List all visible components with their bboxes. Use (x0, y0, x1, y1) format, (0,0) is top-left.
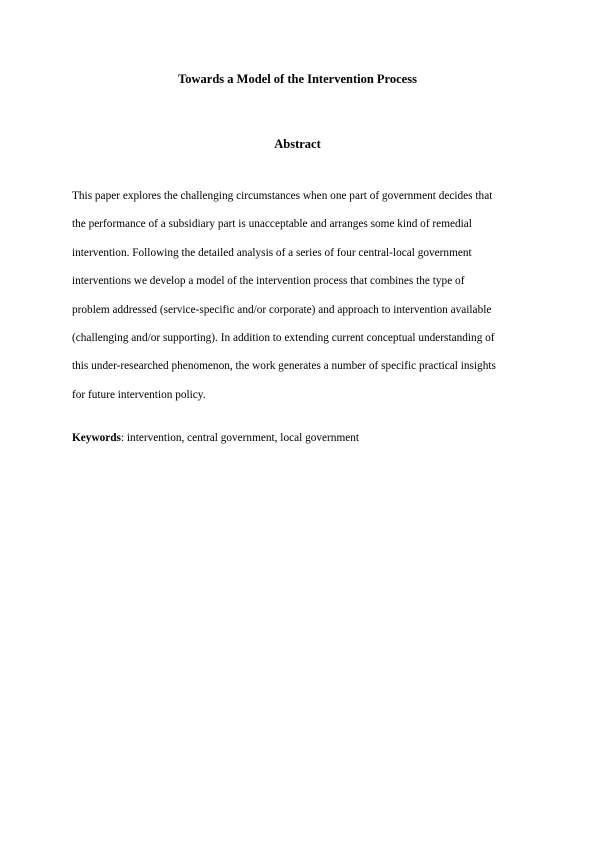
paper-title: Towards a Model of the Intervention Process (178, 72, 417, 86)
abstract-line: the performance of a subsidiary part is unacceptable and arranges some kind of remedial (72, 218, 472, 231)
keywords-text: : intervention, central government, local government (120, 432, 360, 444)
abstract-body (72, 182, 527, 409)
abstract-line: interventions we develop a model of the intervention process that combines the type of (72, 275, 465, 288)
keywords-label: Keywords (72, 432, 121, 444)
keywords-paragraph (72, 429, 527, 447)
abstract-line: for future intervention policy. (72, 388, 206, 401)
abstract-heading: Abstract (274, 137, 321, 151)
abstract-line: (challenging and/or supporting). In addition to extending current conceptual understanding of (72, 332, 495, 345)
abstract-line: problem addressed (service-specific and/or corporate) and approach to intervention available (72, 303, 492, 316)
abstract-line: This paper explores the challenging circumstances when one part of government decides that (72, 190, 493, 202)
abstract-line: this under-researched phenomenon, the work generates a number of specific practical insights (72, 360, 496, 373)
abstract-line: intervention. Following the detailed analysis of a series of four central-local government (72, 246, 472, 259)
